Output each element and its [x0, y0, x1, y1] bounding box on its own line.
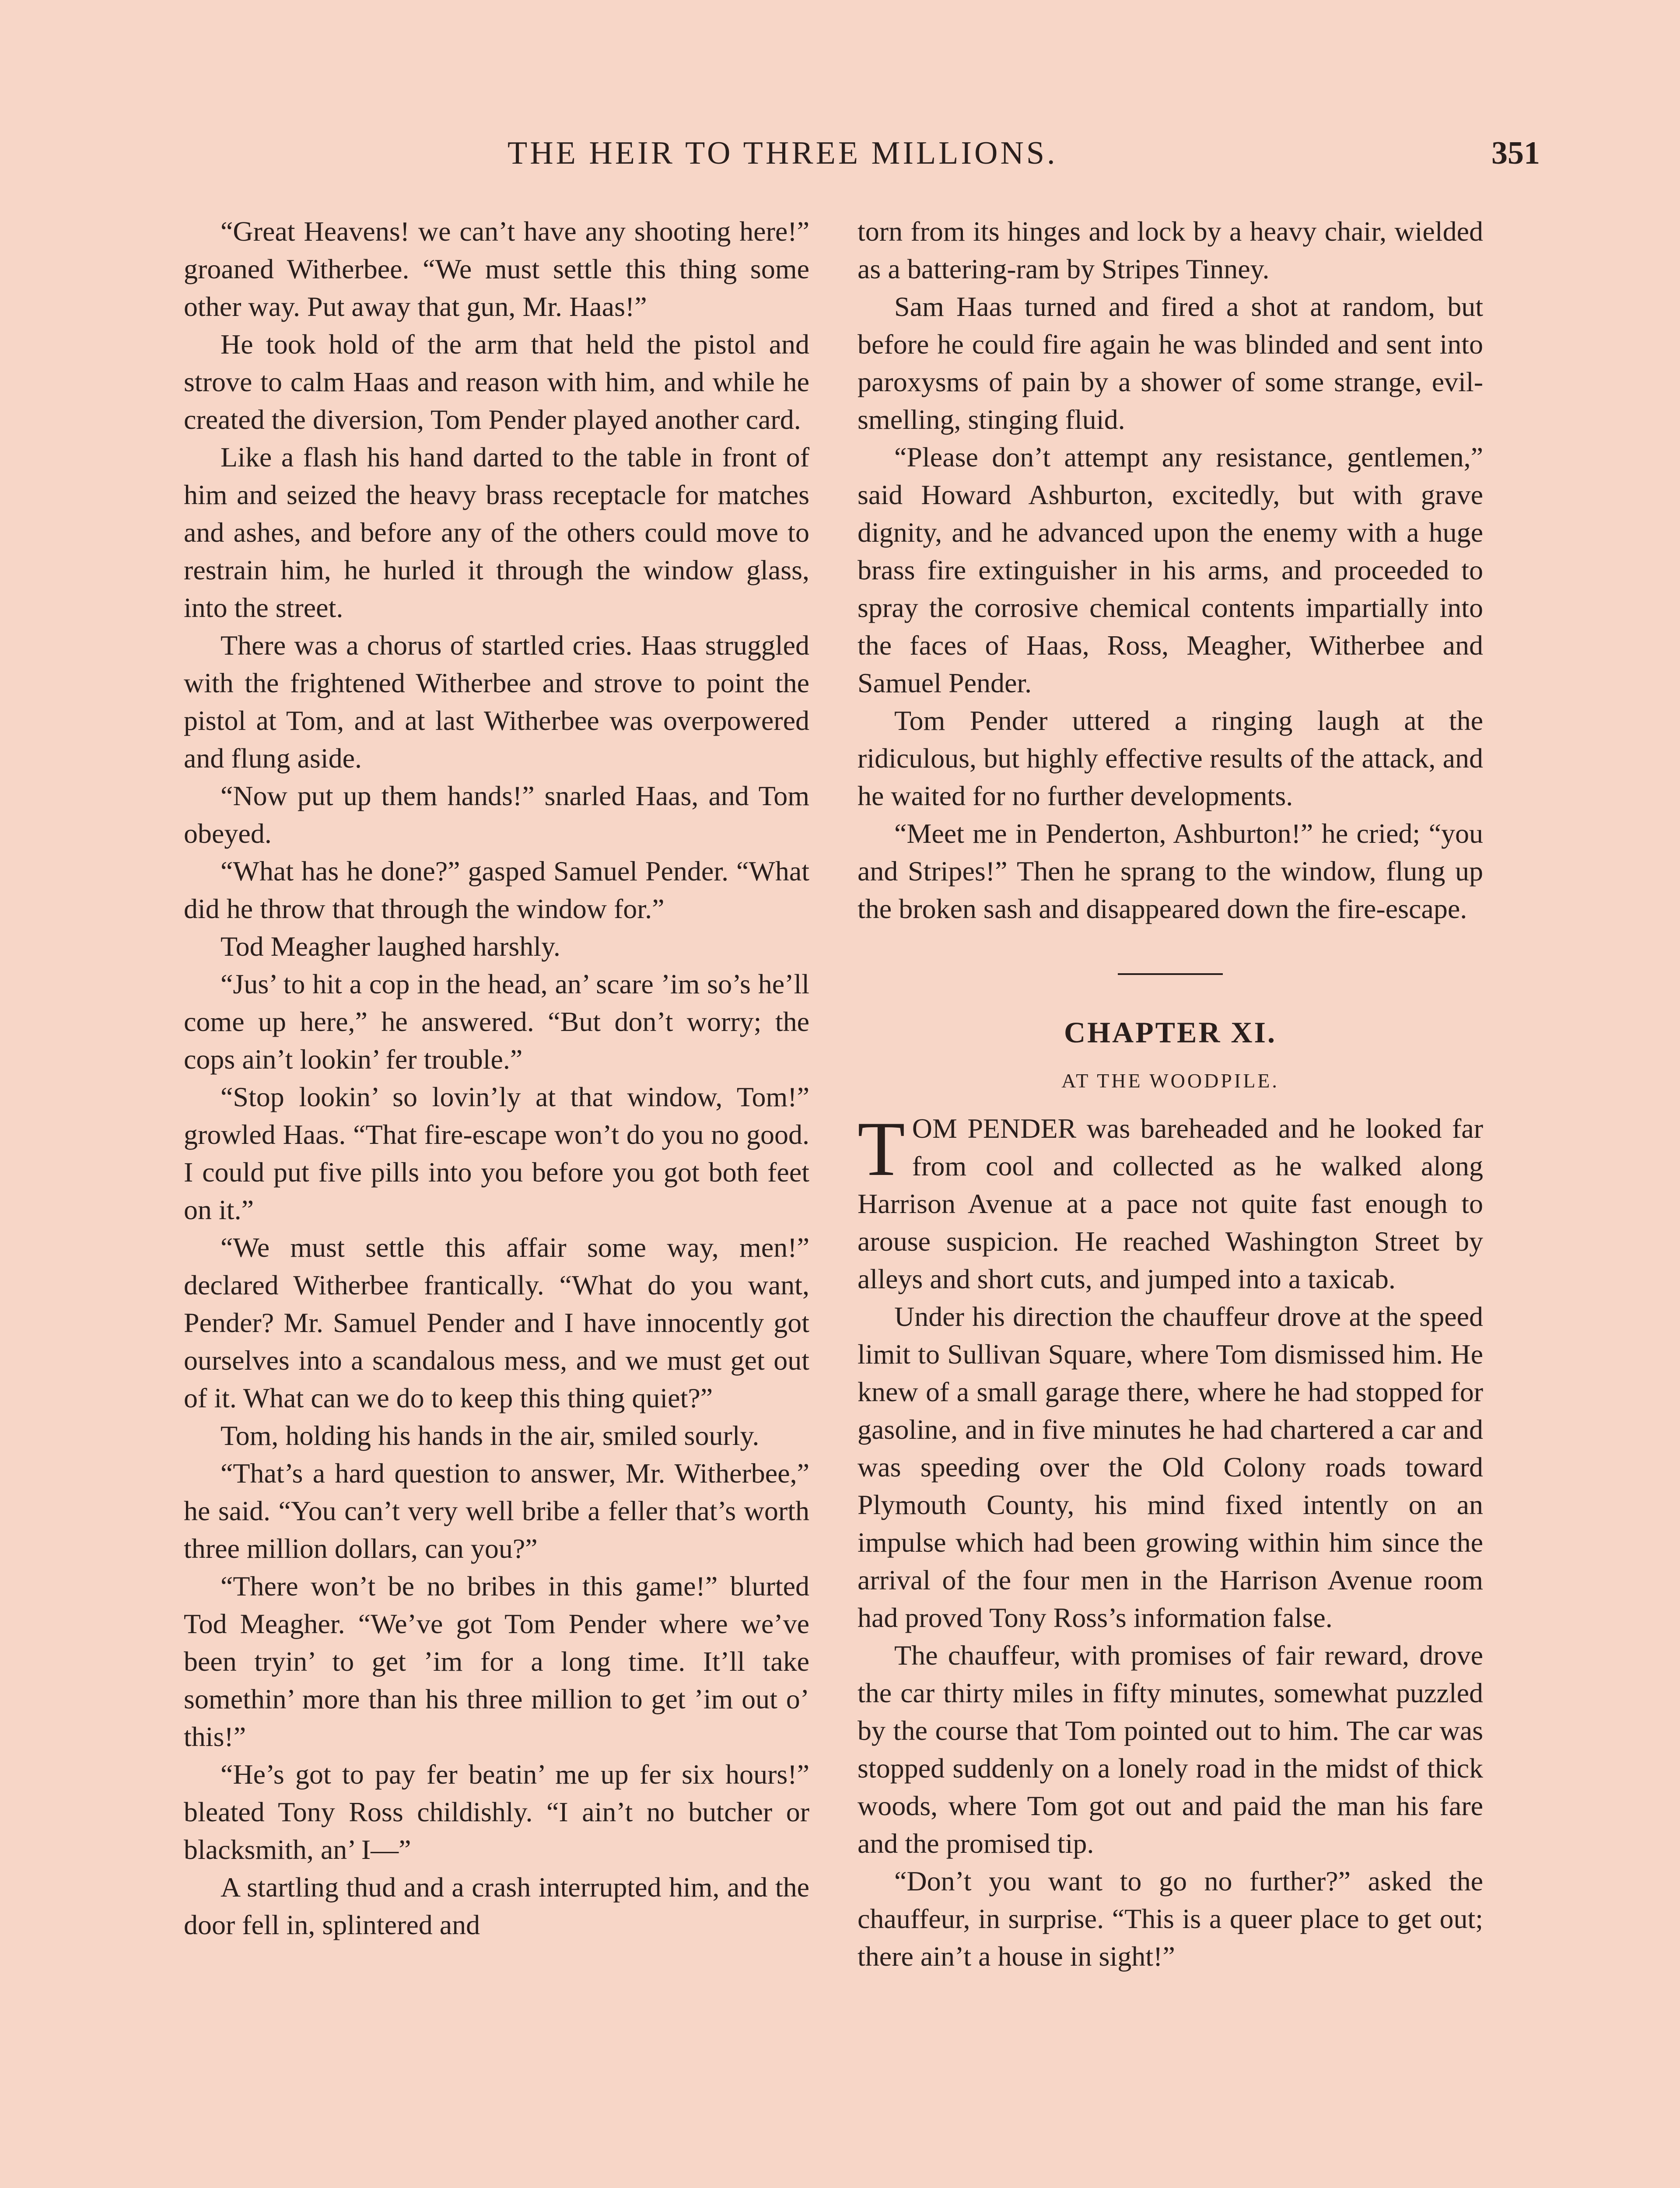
paragraph: “We must settle this affair some way, men!” declared Witherbee frantically. “What do you want, Pender? Mr. Samuel Pender and I have innocently got ourselves into a scandalous mess, and we must get out of it. What can we do to keep this thing quiet?” — [184, 1232, 809, 1413]
chapter-subtitle: AT THE WOODPILE. — [1061, 1069, 1279, 1092]
paragraph: Tom Pender uttered a ringing laugh at the ridiculous, but highly effective results of the attack, and he waited for no further developments. — [858, 705, 1483, 811]
paragraph: Like a flash his hand darted to the table in front of him and seized the heavy brass receptacle for matches and ashes, and before any of the others could move to restrain him, he hurled it through the window glass, into the street. — [184, 442, 809, 623]
continued-paragraph: torn from its hinges and lock by a heavy chair, wielded as a battering-ram by Stripes Tinney. — [858, 216, 1483, 284]
paragraph: The chauffeur, with promises of fair reward, drove the car thirty miles in fifty minutes, somewhat puzzled by the course that Tom pointed out to him. The car was stopped suddenly on a lonely road in the midst of thick woods, where Tom got out and paid the man his fare and the promised tip. — [858, 1640, 1483, 1859]
paragraph: “Jus’ to hit a cop in the head, an’ scare ’im so’s he’ll come up here,” he answered. “But don’t worry; the cops ain’t lookin’ fer trouble.” — [184, 968, 809, 1075]
page-header — [0, 131, 1680, 179]
running-title: THE HEIR TO THREE MILLIONS. — [508, 135, 1058, 171]
paragraph: “Great Heavens! we can’t have any shooting here!” groaned Witherbee. “We must settle this thing some other way. Put away that gun, Mr. Haas!” — [184, 216, 809, 322]
chapter-heading: CHAPTER XI. — [1064, 1016, 1277, 1049]
paragraph: “He’s got to pay fer beatin’ me up fer six hours!” bleated Tony Ross childishly. “I ain’t no butcher or blacksmith, an’ I—” — [184, 1759, 809, 1865]
left-column — [184, 213, 809, 1944]
page-number: 351 — [1491, 135, 1540, 171]
first-paragraph-text: OM PENDER was bareheaded and he looked far from cool and collected as he walked along Harrison Avenue at a pace not quite fast enough to arouse suspicion. He reached Washington Street by alleys and short cuts, and jumped into a taxicab. — [858, 1113, 1483, 1294]
paragraph: Under his direction the chauffeur drove at the speed limit to Sullivan Square, where Tom dismissed him. He knew of a small garage there, where he had stopped for gasoline, and in five minutes he had chartered a car and was speeding over the Old Colony roads toward Plymouth County, his mind fixed intently on an impulse which had been growing within him since the arrival of the four men in the Harrison Avenue room had proved Tony Ross’s information false. — [858, 1301, 1483, 1633]
paragraph: “That’s a hard question to answer, Mr. Witherbee,” he said. “You can’t very well bribe a feller that’s worth three million dollars, can you?” — [184, 1458, 809, 1564]
right-column — [858, 213, 1483, 1975]
paragraph: “Now put up them hands!” snarled Haas, and Tom obeyed. — [184, 780, 809, 849]
paragraph: There was a chorus of startled cries. Haas struggled with the frightened Witherbee and strove to point the pistol at Tom, and at last Witherbee was overpowered and flung aside. — [184, 630, 809, 774]
paragraph: “What has he done?” gasped Samuel Pender. “What did he throw that through the window for.” — [184, 856, 809, 924]
paragraph: “Please don’t attempt any resistance, gentlemen,” said Howard Ashburton, excitedly, but with grave dignity, and he advanced upon the enemy with a huge brass fire extinguisher in his arms, and proceeded to spray the corrosive chemical contents impartially into the faces of Haas, Ross, Meagher, Witherbee and Samuel Pender. — [858, 442, 1483, 698]
paragraph: “There won’t be no bribes in this game!” blurted Tod Meagher. “We’ve got Tom Pender where we’ve been tryin’ to get ’im for a long time. It’ll take somethin’ more than his three million to get ’im out o’ this!” — [184, 1571, 809, 1752]
paragraph: A startling thud and a crash interrupted him, and the door fell in, splintered and — [184, 1872, 809, 1940]
paragraph: Tod Meagher laughed harshly. — [220, 931, 560, 962]
paragraph: “Don’t you want to go no further?” asked the chauffeur, in surprise. “This is a queer place to get out; there ain’t a house in sight!” — [858, 1865, 1483, 1972]
paragraph: “Stop lookin’ so lovin’ly at that window, Tom!” growled Haas. “That fire-escape won’t do you no good. I could put five pills into you before you got both feet on it.” — [184, 1081, 809, 1225]
paragraph: Tom, holding his hands in the air, smiled sourly. — [220, 1420, 760, 1451]
drop-cap: T — [858, 1105, 905, 1192]
paragraph: Sam Haas turned and fired a shot at random, but before he could fire again he was blinded and sent into paroxysms of pain by a shower of some strange, evil-smelling, stinging fluid. — [858, 291, 1483, 435]
chapter-first-paragraph — [858, 1105, 1483, 1298]
section-divider — [1118, 973, 1223, 975]
paragraph: “Meet me in Penderton, Ashburton!” he cried; “you and Stripes!” Then he sprang to the window, flung up the broken sash and disappeared down the fire-escape. — [858, 818, 1483, 924]
paragraph: He took hold of the arm that held the pistol and strove to calm Haas and reason with him, and while he created the diversion, Tom Pender played another card. — [184, 329, 809, 435]
